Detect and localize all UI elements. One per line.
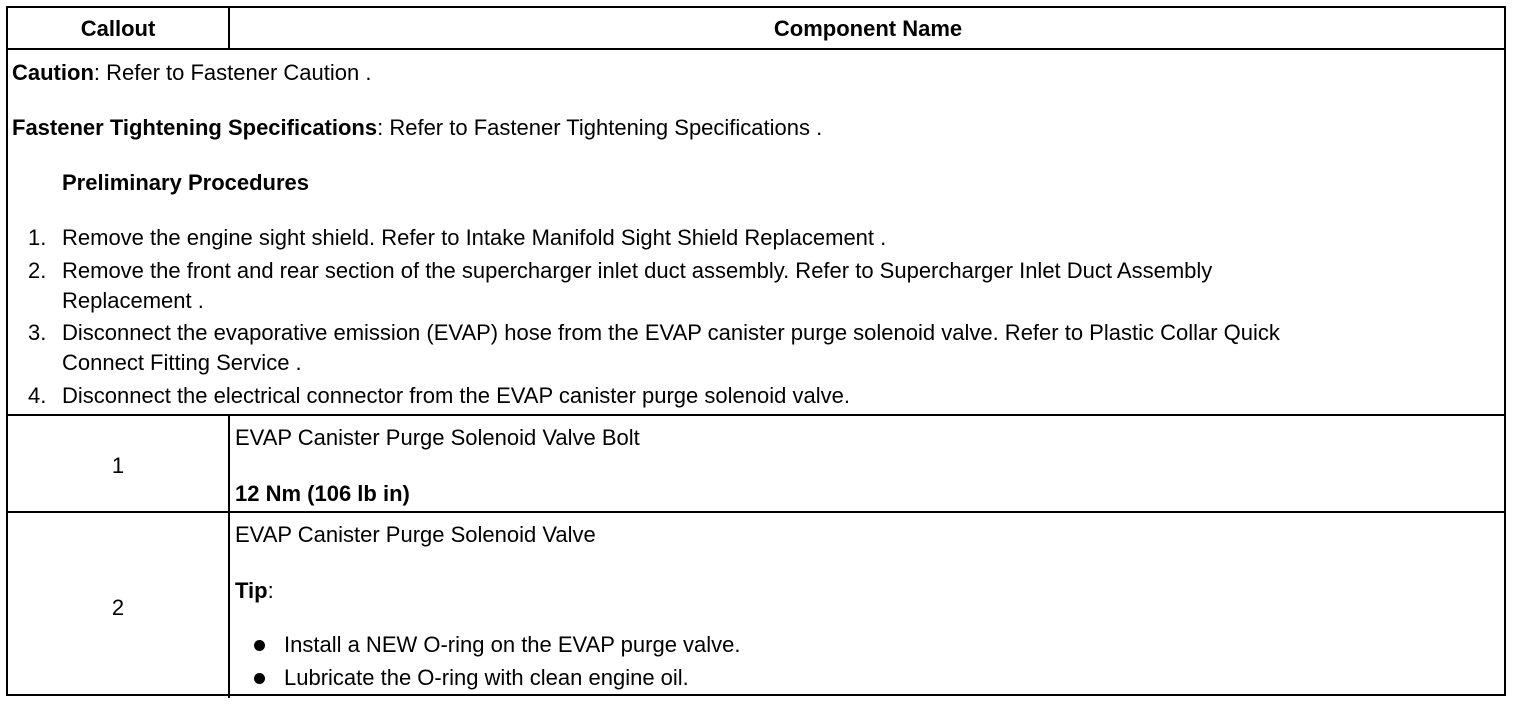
notes-bottom-rule (8, 414, 1504, 416)
fastener-spec-label: Fastener Tightening Specifications (12, 115, 378, 140)
tip-item: Install a NEW O-ring on the EVAP purge valve. (284, 632, 741, 657)
callout-number: 2 (111, 595, 125, 620)
callout-number: 1 (111, 453, 125, 478)
tip-item: Lubricate the O-ring with clean engine oil. (284, 665, 689, 690)
header-callout: Callout (80, 16, 156, 41)
caution-line (12, 59, 371, 87)
step-number: 3. (28, 320, 47, 345)
fastener-spec-line (12, 114, 822, 142)
step-text: Remove the front and rear section of the supercharger inlet duct assembly. Refer to Supercharger Inlet Duct Assembly (62, 258, 1213, 283)
header-component-name: Component Name (773, 16, 963, 41)
bullet-icon (254, 640, 265, 651)
caution-label: Caution (12, 60, 94, 85)
step-text-continued: Connect Fitting Service . (62, 350, 302, 375)
torque-spec: 12 Nm (106 lb in) (235, 481, 410, 506)
step-number: 4. (28, 383, 47, 408)
step-text: Disconnect the electrical connector from the EVAP canister purge solenoid valve. (62, 383, 850, 408)
step-text-continued: Replacement . (62, 288, 204, 313)
component-table (6, 6, 1506, 696)
tip-label: Tip (235, 578, 268, 603)
step-number: 2. (28, 258, 47, 283)
row-rule (8, 511, 1504, 513)
step-number: 1. (28, 225, 47, 250)
fastener-spec-text: : Refer to Fastener Tightening Specifications . (377, 115, 823, 140)
header-bottom-rule (8, 48, 1504, 50)
step-text: Remove the engine sight shield. Refer to Intake Manifold Sight Shield Replacement . (62, 225, 887, 250)
caution-text: : Refer to Fastener Caution . (93, 60, 372, 85)
step-text: Disconnect the evaporative emission (EVAP) hose from the EVAP canister purge solenoid valve. Refer to Plastic Collar Quick (62, 320, 1280, 345)
body-divider (228, 414, 230, 698)
component-name: EVAP Canister Purge Solenoid Valve Bolt (235, 425, 640, 450)
bullet-icon (254, 673, 265, 684)
component-name: EVAP Canister Purge Solenoid Valve (235, 522, 596, 547)
header-divider (228, 8, 230, 48)
preliminary-procedures-heading: Preliminary Procedures (62, 170, 310, 195)
tip-colon: : (267, 578, 274, 603)
tip-line (235, 577, 274, 605)
